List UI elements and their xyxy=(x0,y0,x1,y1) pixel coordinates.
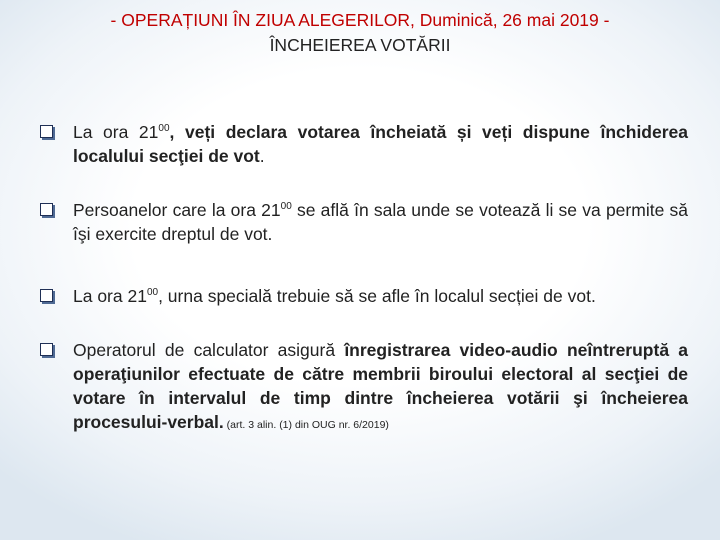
item-text: , urna specială trebuie să se afle în localul secției de vot. xyxy=(158,286,596,306)
bullet-item-voters-in-room xyxy=(40,198,688,246)
square-bullet-icon xyxy=(40,289,53,302)
item-text-end: . xyxy=(259,146,265,166)
item-superscript: 00 xyxy=(146,287,159,298)
bullet-item-special-urn xyxy=(40,284,688,308)
bullet-item-closing-time xyxy=(40,120,688,168)
bullet-list xyxy=(40,120,688,437)
item-prefix: Persoanelor care la ora 21 xyxy=(73,200,281,220)
item-superscript: 00 xyxy=(280,201,292,212)
slide-title xyxy=(40,8,680,58)
item-prefix: La ora 21 xyxy=(73,122,159,142)
item-prefix: La ora 21 xyxy=(73,286,147,306)
item-bold-text: înregistrarea video-audio neîntreruptă a operaţiunilor efectuate de către membrii biroului electoral al secţiei de votare în intervalul de timp dintre încheierea votării şi încheierea procesului-verbal. xyxy=(73,340,689,432)
legal-citation: (art. 3 alin. (1) din OUG nr. 6/2019) xyxy=(223,419,389,431)
item-prefix: Operatorul de calculator asigură xyxy=(73,340,345,360)
item-bold-text: , veți declara votarea încheiată și veți dispune închiderea localului secţiei de vot xyxy=(73,122,689,166)
title-line-2: ÎNCHEIEREA VOTĂRII xyxy=(269,35,451,55)
square-bullet-icon xyxy=(40,343,53,356)
square-bullet-icon xyxy=(40,203,53,216)
item-superscript: 00 xyxy=(158,123,170,134)
square-bullet-icon xyxy=(40,125,53,138)
bullet-item-video-recording xyxy=(40,338,688,437)
title-line-1: - OPERAȚIUNI ÎN ZIUA ALEGERILOR, Duminică, 26 mai 2019 - xyxy=(110,10,610,30)
item-text: se află în sala unde se votează li se va permite să îşi exercite dreptul de vot. xyxy=(73,200,688,244)
